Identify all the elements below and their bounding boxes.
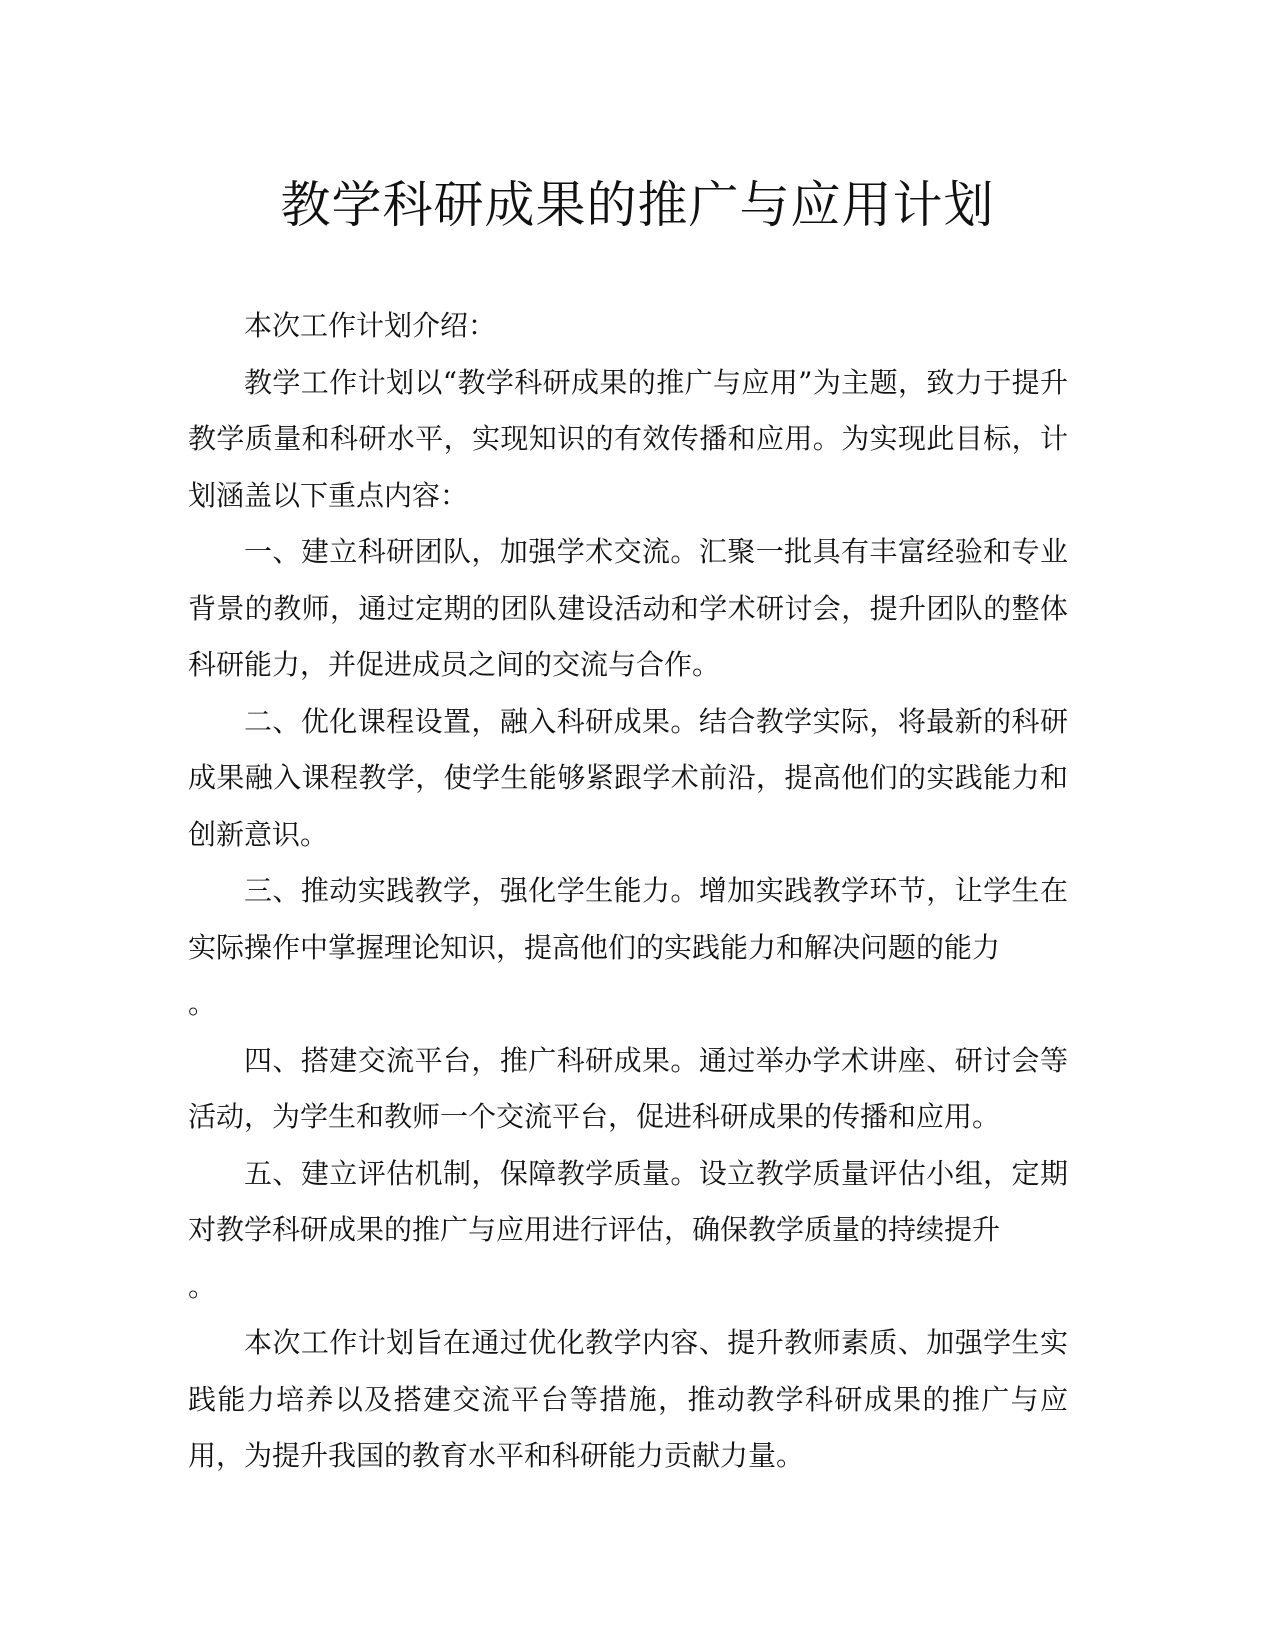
document-body (188, 298, 1068, 1485)
paragraph-item-3-period: 。 (188, 987, 217, 1020)
paragraph-item-1: 一、建立科研团队，加强学术交流。汇聚一批具有丰富经验和专业背景的教师，通过定期的团队建设活动和学术研讨会，提升团队的整体科研能力，并促进成员之间的交流与合作。 (188, 535, 1068, 681)
paragraph-item-5-period: 。 (188, 1269, 217, 1303)
intro-heading: 本次工作计划介绍： (244, 309, 497, 342)
document-title: 教学科研成果的推广与应用计划 (280, 176, 995, 234)
paragraph-conclusion: 本次工作计划旨在通过优化教学内容、提升教师素质、加强学生实践能力培养以及搭建交流平台等措施，推动教学科研成果的推广与应用，为提升我国的教育水平和科研能力贡献力量。 (188, 1326, 1068, 1472)
paragraph-item-3: 三、推动实践教学，强化学生能力。增加实践教学环节，让学生在实际操作中掌握理论知识，提高他们的实践能力和解决问题的能力 (188, 874, 1068, 964)
paragraph-item-5: 五、建立评估机制，保障教学质量。设立教学质量评估小组，定期对教学科研成果的推广与应用进行评估，确保教学质量的持续提升 (188, 1156, 1068, 1246)
paragraph-item-4: 四、搭建交流平台，推广科研成果。通过举办学术讲座、研讨会等活动，为学生和教师一个交流平台，促进科研成果的传播和应用。 (188, 1043, 1068, 1133)
paragraph-item-2: 二、优化课程设置，融入科研成果。结合教学实际，将最新的科研成果融入课程教学，使学生能够紧跟学术前沿，提高他们的实践能力和创新意识。 (188, 704, 1068, 851)
paragraph-overview: 教学工作计划以“教学科研成果的推广与应用”为主题，致力于提升教学质量和科研水平，实现知识的有效传播和应用。为实现此目标，计划涵盖以下重点内容： (188, 365, 1068, 512)
